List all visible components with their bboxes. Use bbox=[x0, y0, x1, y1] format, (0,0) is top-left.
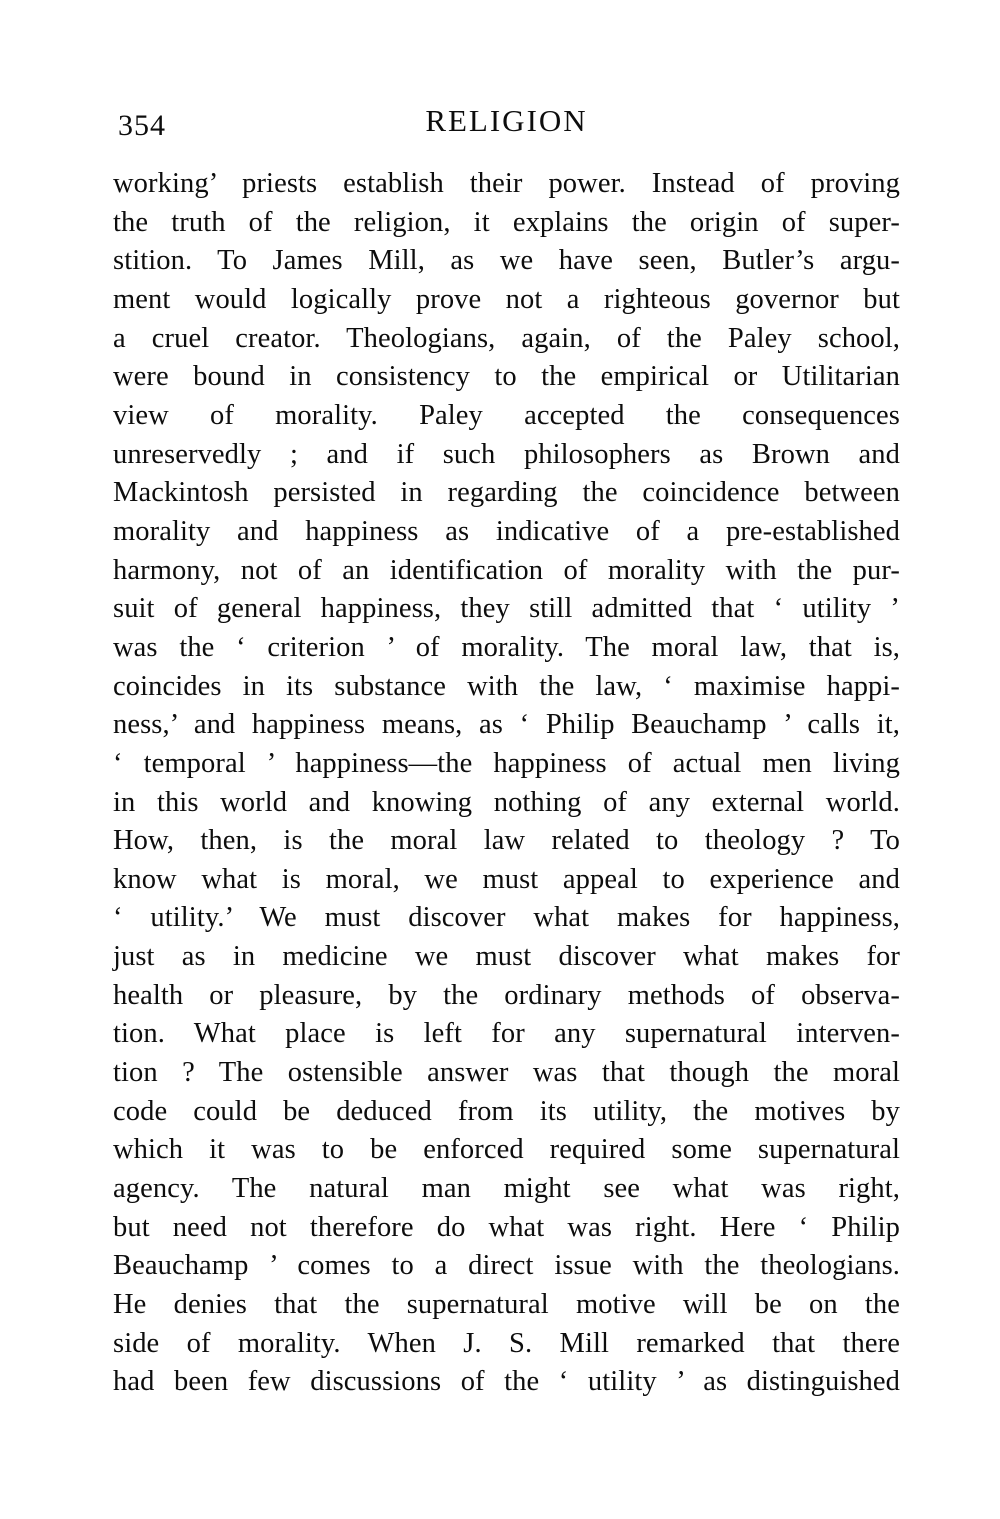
text-line: Mackintosh persisted in regarding the coincidence between bbox=[113, 477, 900, 509]
text-line: unreservedly ; and if such philosophers as Brown and bbox=[113, 438, 900, 470]
page-header bbox=[113, 103, 900, 143]
text-line: side of morality. When J. S. Mill remarked that there bbox=[113, 1327, 900, 1359]
text-line: view of morality. Paley accepted the consequences bbox=[113, 399, 900, 431]
text-line: know what is moral, we must appeal to experience and bbox=[113, 863, 900, 895]
text-line: health or pleasure, by the ordinary methods of observa- bbox=[113, 979, 900, 1011]
text-line: the truth of the religion, it explains the origin of super- bbox=[113, 206, 900, 238]
text-line: ness,’ and happiness means, as ‘ Philip Beauchamp ’ calls it, bbox=[113, 709, 900, 741]
text-line: coincides in its substance with the law, ‘ maximise happi- bbox=[113, 670, 900, 702]
text-line: were bound in consistency to the empirical or Utilitarian bbox=[113, 361, 900, 393]
text-line: but need not therefore do what was right. Here ‘ Philip bbox=[113, 1211, 900, 1243]
text-line: harmony, not of an identification of morality with the pur- bbox=[113, 554, 900, 586]
text-line: working’ priests establish their power. Instead of proving bbox=[113, 168, 900, 199]
text-line: ‘ utility.’ We must discover what makes for happiness, bbox=[113, 902, 900, 934]
text-line: ment would logically prove not a righteous governor but bbox=[113, 283, 900, 315]
text-line: tion. What place is left for any supernatural interven- bbox=[113, 1018, 900, 1050]
text-line: morality and happiness as indicative of a pre-established bbox=[113, 515, 900, 547]
text-line: suit of general happiness, they still admitted that ‘ utility ’ bbox=[113, 593, 900, 625]
text-line: a cruel creator. Theologians, again, of the Paley school, bbox=[113, 322, 900, 354]
running-title: RELIGION bbox=[425, 103, 588, 138]
text-line: had been few discussions of the ‘ utility ’ as distinguished bbox=[113, 1366, 900, 1398]
text-line: just as in medicine we must discover what makes for bbox=[113, 941, 900, 973]
text-line: tion ? The ostensible answer was that though the moral bbox=[113, 1057, 900, 1089]
body-text bbox=[113, 165, 900, 1402]
text-line: He denies that the supernatural motive will be on the bbox=[113, 1289, 900, 1321]
text-line: stition. To James Mill, as we have seen, Butler’s argu- bbox=[113, 245, 900, 277]
text-line: How, then, is the moral law related to theology ? To bbox=[113, 825, 900, 857]
text-line: ‘ temporal ’ happiness—the happiness of actual men living bbox=[113, 747, 900, 779]
text-line: code could be deduced from its utility, the motives by bbox=[113, 1095, 900, 1127]
text-line: was the ‘ criterion ’ of morality. The moral law, that is, bbox=[113, 631, 900, 663]
page-number: 354 bbox=[118, 109, 166, 142]
text-line: Beauchamp ’ comes to a direct issue with the theologians. bbox=[113, 1250, 900, 1282]
text-line: in this world and knowing nothing of any external world. bbox=[113, 786, 900, 818]
text-line: agency. The natural man might see what was right, bbox=[113, 1173, 900, 1205]
text-line: which it was to be enforced required some supernatural bbox=[113, 1134, 900, 1166]
